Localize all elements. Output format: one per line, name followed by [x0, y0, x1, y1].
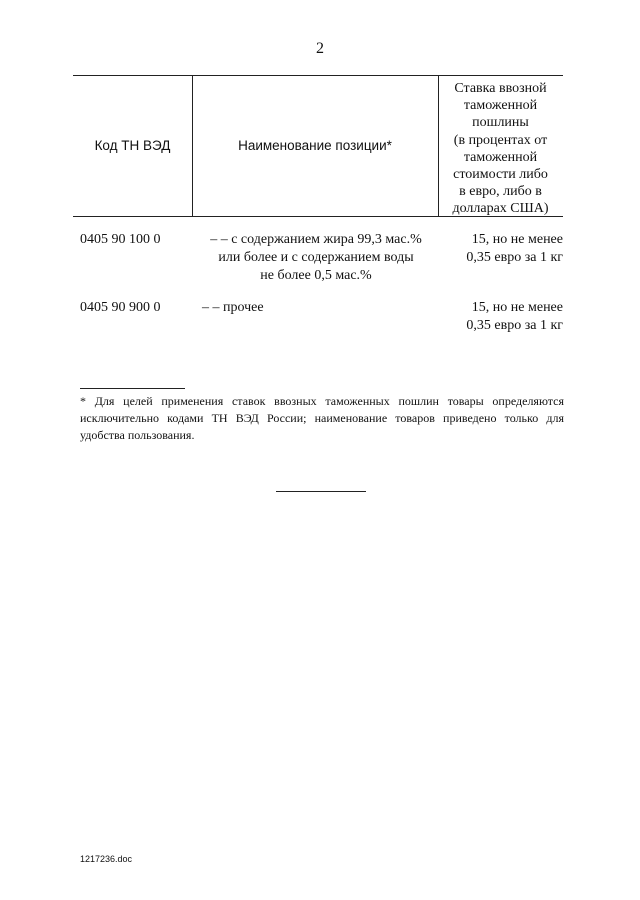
header-name: Наименование позиции* [238, 138, 392, 153]
row-description-line: не более 0,5 мас.% [260, 268, 372, 283]
header-rate-line: таможенной [463, 98, 538, 114]
row-rate-line: 15, но не менее [471, 300, 563, 315]
footnote-line: * Для целей применения ставок ввозных таможенных пошлин товары определяются [80, 394, 564, 408]
header-rate-line: (в процентах от [453, 132, 548, 148]
header-rate [438, 80, 563, 218]
row-rate [438, 231, 563, 267]
header-code: Код ТН ВЭД [94, 138, 171, 153]
page-number: 2 [316, 40, 324, 57]
table-top-rule [73, 75, 563, 76]
header-rate-line: пошлины [472, 115, 529, 131]
row-code: 0405 90 100 0 [80, 232, 161, 247]
header-rate-line: таможенной [463, 149, 538, 165]
end-of-document-rule [276, 491, 366, 492]
header-rate-line: Ставка ввозной [454, 81, 547, 96]
row-description-line: или более и с содержанием воды [218, 250, 414, 265]
header-rate-line: стоимости либо [453, 167, 548, 183]
header-rate-line: долларах США) [452, 201, 549, 217]
row-description-line: – – с содержанием жира 99,3 мас.% [210, 232, 422, 247]
document-id: 1217236.doc [80, 854, 133, 864]
row-description [196, 299, 442, 317]
footnote-line: исключительно кодами ТН ВЭД России; наименование товаров приведено только для [80, 411, 564, 425]
footnote-rule [80, 388, 185, 389]
footnote-line: удобства пользования. [80, 428, 195, 442]
header-rate-line: в евро, либо в [459, 184, 542, 200]
row-code: 0405 90 900 0 [80, 300, 161, 315]
row-rate-line: 15, но не менее [471, 232, 563, 247]
row-description-line: – – прочее [202, 300, 264, 315]
row-rate [438, 299, 563, 335]
row-rate-line: 0,35 евро за 1 кг [466, 318, 563, 333]
footnote [80, 393, 564, 444]
row-rate-line: 0,35 евро за 1 кг [466, 250, 563, 265]
row-description [196, 231, 436, 285]
